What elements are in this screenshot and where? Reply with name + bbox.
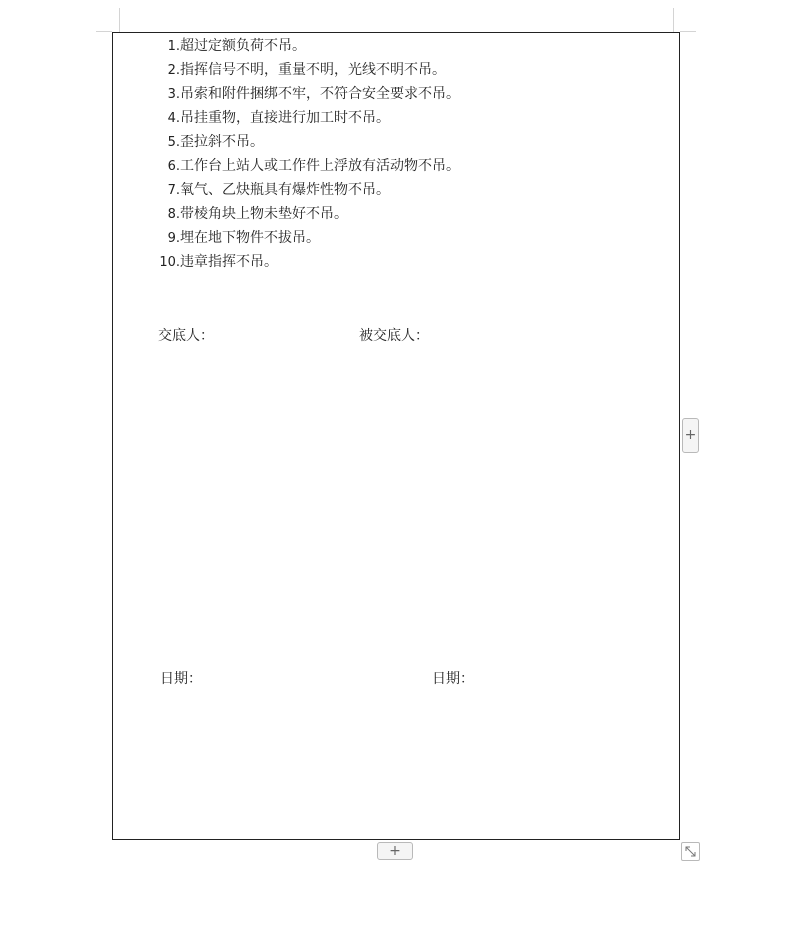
list-item <box>150 154 460 178</box>
list-item-text: 违章指挥不吊。 <box>180 254 278 270</box>
list-item-text: 吊挂重物，直接进行加工时不吊。 <box>180 110 390 126</box>
list-item-text: 超过定额负荷不吊。 <box>180 38 306 54</box>
list-item <box>150 34 460 58</box>
plus-icon: + <box>389 843 401 859</box>
list-item-number: 10. <box>159 255 180 270</box>
list-item-number: 2. <box>167 63 180 78</box>
date-right-label: 日期： <box>432 671 474 687</box>
list-item-number: 6. <box>167 159 180 174</box>
margin-guide-top-right <box>680 31 696 32</box>
table-resize-handle[interactable] <box>681 842 700 861</box>
list-item-number: 8. <box>167 207 180 222</box>
list-item-text: 工作台上站人或工作件上浮放有活动物不吊。 <box>180 158 460 174</box>
margin-guide-top-left <box>96 31 112 32</box>
list-item <box>150 226 460 250</box>
list-item <box>150 202 460 226</box>
list-item-text: 吊索和附件捆绑不牢，不符合安全要求不吊。 <box>180 86 460 102</box>
date-left-label: 日期： <box>160 671 202 687</box>
list-item <box>150 178 460 202</box>
list-item-number: 7. <box>167 183 180 198</box>
list-item <box>150 250 460 274</box>
margin-guide-right <box>673 8 674 32</box>
discloser-label: 交底人： <box>158 328 214 344</box>
list-item-text: 埋在地下物件不拔吊。 <box>180 230 320 246</box>
add-row-button[interactable] <box>377 842 413 860</box>
plus-icon: + <box>684 427 697 443</box>
recipient-label: 被交底人： <box>359 328 429 344</box>
rules-list <box>150 34 460 274</box>
list-item-number: 3. <box>167 87 180 102</box>
list-item <box>150 106 460 130</box>
margin-guide-left <box>119 8 120 32</box>
list-item <box>150 82 460 106</box>
list-item-number: 4. <box>167 111 180 126</box>
list-item-number: 9. <box>167 231 180 246</box>
list-item-text: 氧气、乙炔瓶具有爆炸性物不吊。 <box>180 182 390 198</box>
list-item-number: 1. <box>167 39 180 54</box>
list-item-number: 5. <box>167 135 180 150</box>
resize-diagonal-icon <box>682 843 699 860</box>
add-column-button[interactable] <box>682 418 699 453</box>
list-item-text: 歪拉斜不吊。 <box>180 134 264 150</box>
list-item-text: 指挥信号不明，重量不明，光线不明不吊。 <box>180 62 446 78</box>
list-item <box>150 58 460 82</box>
list-item-text: 带棱角块上物未垫好不吊。 <box>180 206 348 222</box>
list-item <box>150 130 460 154</box>
